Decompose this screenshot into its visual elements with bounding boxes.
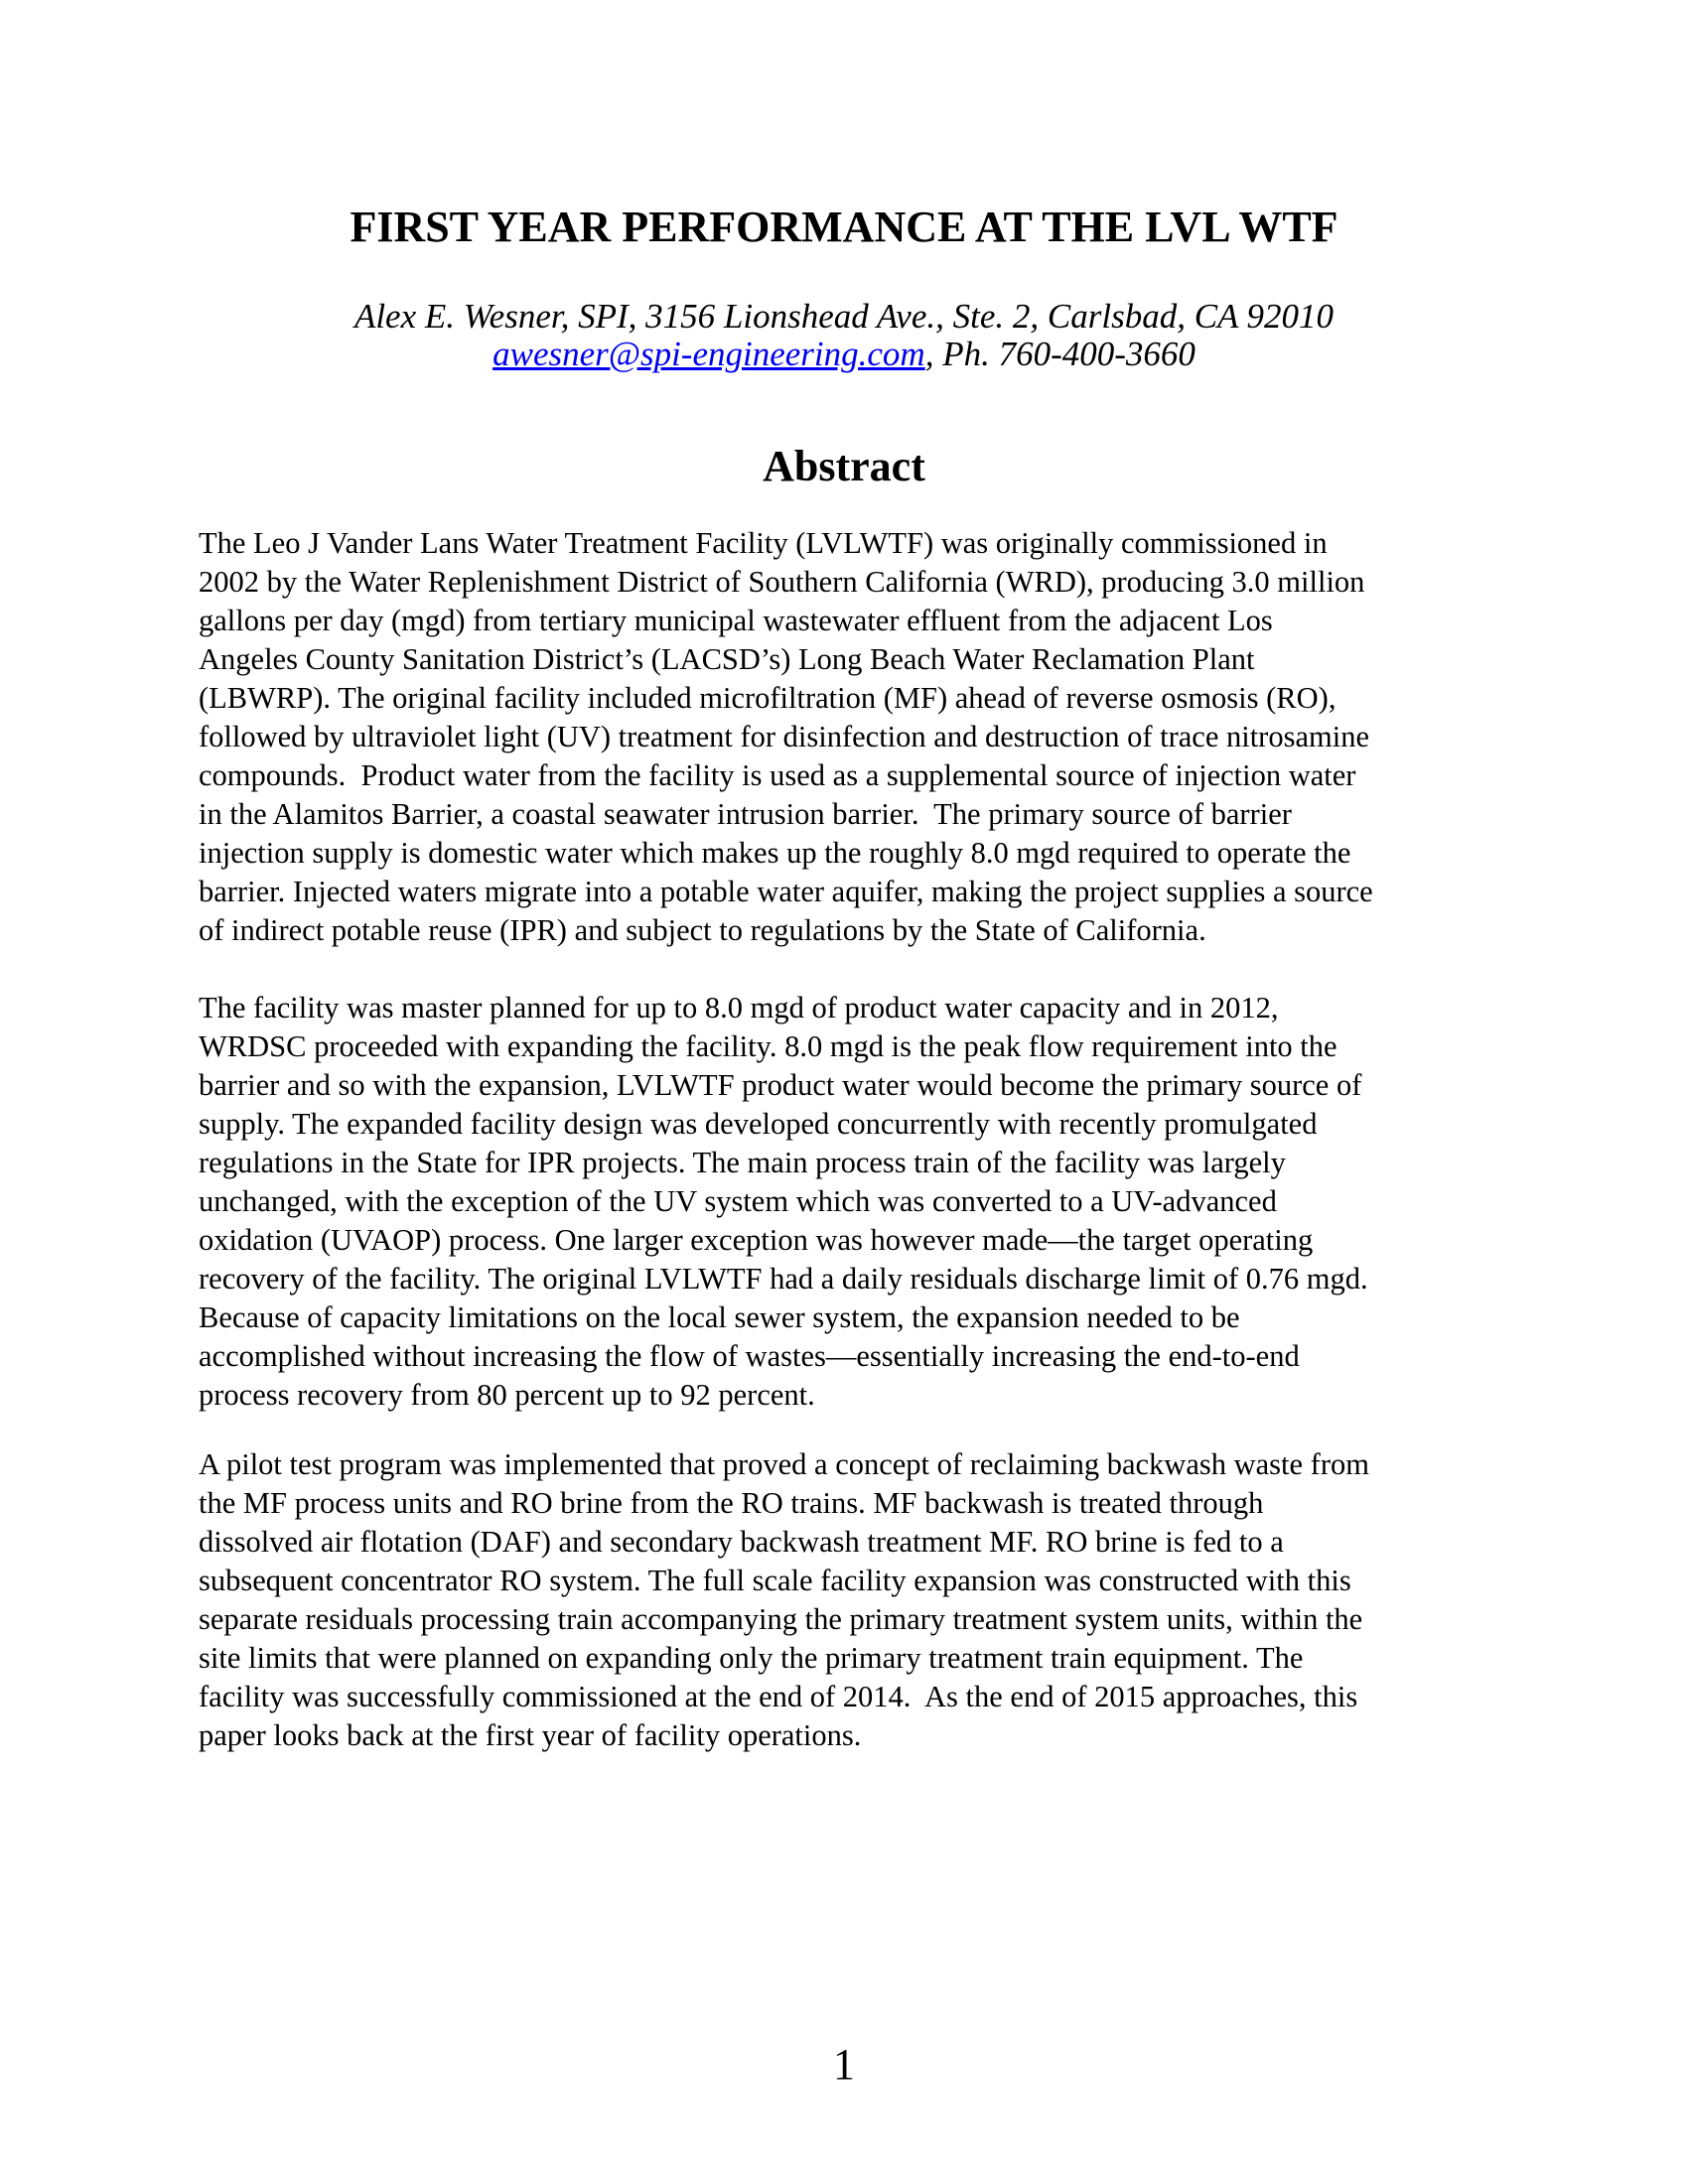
paper-title: FIRST YEAR PERFORMANCE AT THE LVL WTF [350, 203, 1338, 251]
text-line: unchanged, with the exception of the UV system which was converted to a UV-advanced [199, 1184, 1277, 1218]
abstract-heading: Abstract [763, 442, 925, 490]
text-line: recovery of the facility. The original LVLWTF had a daily residuals discharge limit of 0.76 mgd. [199, 1262, 1368, 1296]
text-line: supply. The expanded facility design was developed concurrently with recently promulgated [199, 1107, 1318, 1141]
text-line: the MF process units and RO brine from the RO trains. MF backwash is treated through [199, 1486, 1264, 1520]
text-line: 2002 by the Water Replenishment District of Southern California (WRD), producing 3.0 million [199, 565, 1365, 599]
author-line: Alex E. Wesner, SPI, 3156 Lionshead Ave., Ste. 2, Carlsbad, CA 92010 [353, 297, 1335, 336]
text-line: Angeles County Sanitation District’s (LACSD’s) Long Beach Water Reclamation Plant [199, 642, 1255, 676]
text-line: gallons per day (mgd) from tertiary municipal wastewater effluent from the adjacent Los [199, 604, 1273, 637]
text-line: accomplished without increasing the flow of wastes—essentially increasing the end-to-end [199, 1339, 1300, 1373]
text-line: process recovery from 80 percent up to 92 percent. [199, 1378, 815, 1412]
text-line: barrier and so with the expansion, LVLWTF product water would become the primary source of [199, 1068, 1362, 1102]
text-line: regulations in the State for IPR projects. The main process train of the facility was largely [199, 1146, 1286, 1179]
byline [0, 298, 1688, 373]
text-line: The Leo J Vander Lans Water Treatment Facility (LVLWTF) was originally commissioned in [199, 526, 1328, 560]
contact-line [0, 336, 1688, 373]
text-line: in the Alamitos Barrier, a coastal seawater intrusion barrier. The primary source of barrier [199, 797, 1292, 831]
text-line: facility was successfully commissioned at the end of 2014. As the end of 2015 approaches, this [199, 1680, 1358, 1713]
text-line: A pilot test program was implemented that proved a concept of reclaiming backwash waste from [199, 1447, 1369, 1481]
page-number: 1 [833, 2040, 855, 2089]
text-line: subsequent concentrator RO system. The full scale facility expansion was constructed with this [199, 1564, 1351, 1597]
text-line: paper looks back at the first year of facility operations. [199, 1718, 862, 1752]
text-line: followed by ultraviolet light (UV) treatment for disinfection and destruction of trace nitrosamine [199, 720, 1369, 753]
text-line: compounds. Product water from the facility is used as a supplemental source of injection water [199, 758, 1356, 792]
text-line: separate residuals processing train accompanying the primary treatment system units, within the [199, 1602, 1363, 1636]
text-line: dissolved air flotation (DAF) and secondary backwash treatment MF. RO brine is fed to a [199, 1525, 1284, 1559]
email-link[interactable]: awesner@spi-engineering.com [492, 335, 925, 373]
text-line: (LBWRP). The original facility included microfiltration (MF) ahead of reverse osmosis (RO), [199, 681, 1336, 715]
text-line: barrier. Injected waters migrate into a potable water aquifer, making the project supplies a source [199, 875, 1373, 908]
phone-text: , Ph. 760-400-3660 [924, 335, 1196, 373]
text-line: Because of capacity limitations on the local sewer system, the expansion needed to be [199, 1300, 1240, 1334]
text-line: oxidation (UVAOP) process. One larger exception was however made—the target operating [199, 1223, 1314, 1257]
text-line: injection supply is domestic water which makes up the roughly 8.0 mgd required to operate the [199, 836, 1351, 870]
text-line: WRDSC proceeded with expanding the facility. 8.0 mgd is the peak flow requirement into the [199, 1029, 1337, 1063]
abstract-paragraph-1 [199, 524, 1549, 950]
text-line: The facility was master planned for up to 8.0 mgd of product water capacity and in 2012, [199, 991, 1279, 1024]
abstract-paragraph-3 [199, 1445, 1549, 1755]
text-line: of indirect potable reuse (IPR) and subject to regulations by the State of California. [199, 913, 1206, 947]
abstract-paragraph-2 [199, 989, 1549, 1415]
text-line: site limits that were planned on expanding only the primary treatment train equipment. The [199, 1641, 1304, 1675]
